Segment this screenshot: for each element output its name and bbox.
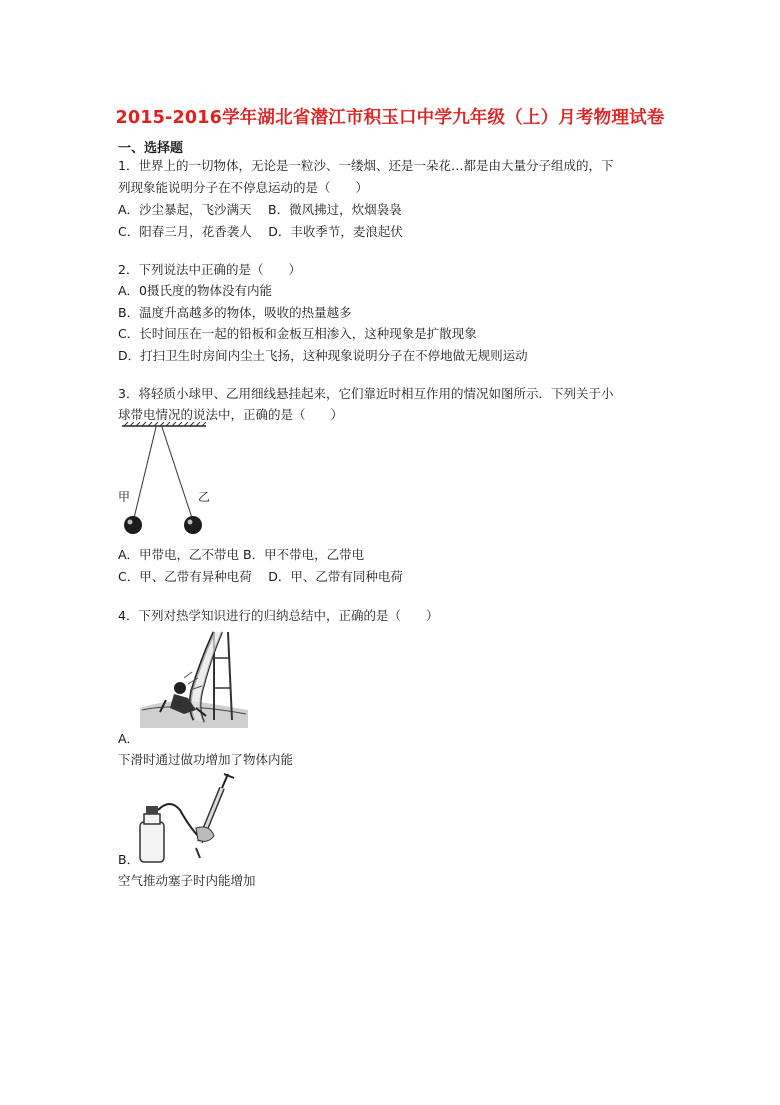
q2-option-a: A．0摄氏度的物体没有内能 [118,283,273,298]
pump-base [196,848,200,858]
thread-left [134,427,156,518]
q3-options-line2: C．甲、乙带有异种电荷 D．甲、乙带有同种电荷 [118,569,403,584]
q3-options-line1: A．甲带电，乙不带电 B．甲不带电，乙带电 [118,547,365,562]
ball-right-highlight [188,520,193,525]
page-title: 2015-2016学年湖北省潜江市积玉口中学九年级（上）月考物理试卷 [115,108,665,128]
q1-options-line1: A．沙尘暴起，飞沙满天 B．微风拂过，炊烟袅袅 [118,202,402,217]
bottle-stopper [146,806,158,814]
hand [196,827,214,841]
bottle [140,822,164,862]
ball-left-highlight [128,520,133,525]
q2-option-b: B．温度升高越多的物体，吸收的热量越多 [118,305,352,320]
ball-right [184,516,202,534]
bottle-neck [144,814,160,824]
section-heading: 一、选择题 [118,141,184,156]
q1-stem-line1: 1．世界上的一切物体，无论是一粒沙、一缕烟、还是一朵花…都是由大量分子组成的，下 [118,158,614,173]
q2-option-c: C．长时间压在一起的铅板和金板互相渗入，这种现象是扩散现象 [118,326,477,341]
child-head [174,682,186,694]
slide-figure [140,628,248,728]
q2-stem: 2．下列说法中正确的是（ ） [118,262,301,277]
q4-stem: 4．下列对热学知识进行的归纳总结中，正确的是（ ） [118,608,439,623]
q1-options-line2: C．阳春三月，花香袭人 D．丰收季节，麦浪起伏 [118,224,403,239]
ball-left [124,516,142,534]
q3-stem-line1: 3．将轻质小球甲、乙用细线悬挂起来，它们靠近时相互作用的情况如图所示．下列关于小 [118,386,614,401]
q2-option-d: D．打扫卫生时房间内尘土飞扬，这种现象说明分子在不停地做无规则运动 [118,348,528,363]
thread-right [162,427,192,518]
pump-figure [130,770,242,866]
q4-option-a-text: 下滑时通过做功增加了物体内能 [118,752,294,767]
q4-option-b-letter: B． [118,852,140,867]
pendulum-figure [118,422,218,542]
q1-stem-line2: 列现象能说明分子在不停息运动的是（ ） [118,180,369,195]
q4-option-a-letter: A． [118,731,140,746]
label-jia: 甲 [118,490,131,504]
label-yi: 乙 [198,490,211,504]
q3-stem-line2: 球带电情况的说法中，正确的是（ ） [118,407,344,422]
q4-option-b-text: 空气推动塞子时内能增加 [118,873,256,888]
